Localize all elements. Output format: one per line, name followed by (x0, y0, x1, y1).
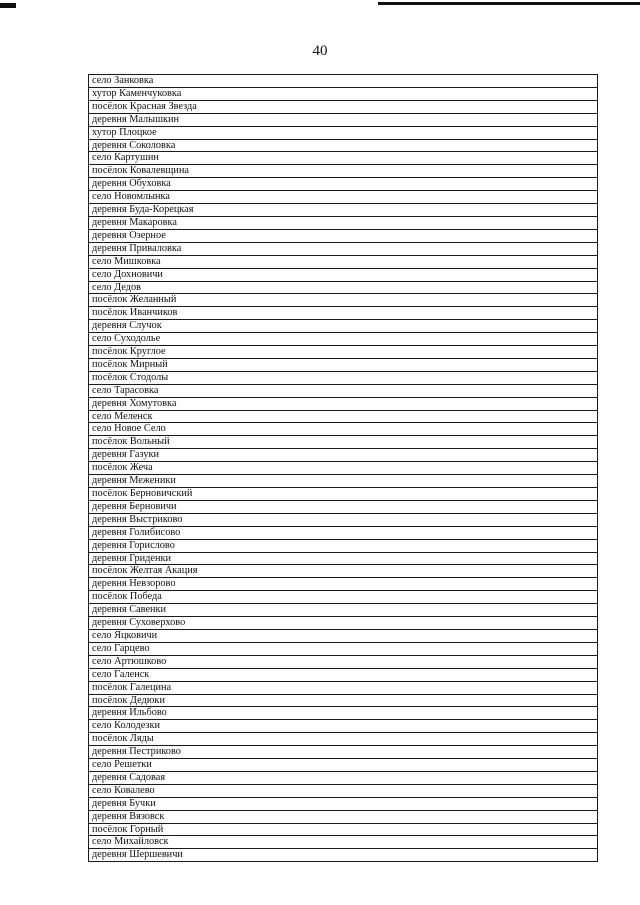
table-row (89, 139, 598, 152)
table-row (89, 333, 598, 346)
table-row (89, 178, 598, 191)
table-row (89, 126, 598, 139)
settlement-name-cell: деревня Приваловка (89, 242, 598, 255)
table-row (89, 849, 598, 862)
settlement-name-cell: село Суходолье (89, 333, 598, 346)
table-row (89, 526, 598, 539)
table-row (89, 694, 598, 707)
table-row (89, 642, 598, 655)
table-row (89, 733, 598, 746)
table-row (89, 75, 598, 88)
settlement-name-cell: деревня Бучки (89, 797, 598, 810)
table-row (89, 384, 598, 397)
table-row (89, 320, 598, 333)
table-row (89, 552, 598, 565)
table-row (89, 488, 598, 501)
settlement-name-cell: посёлок Победа (89, 591, 598, 604)
settlement-name-cell: деревня Вязовск (89, 810, 598, 823)
table-row (89, 410, 598, 423)
scan-edge-mark-left (0, 3, 16, 8)
table-row (89, 242, 598, 255)
settlement-name-cell: хутор Плоцкое (89, 126, 598, 139)
settlement-name-cell: деревня Макаровка (89, 216, 598, 229)
table-row (89, 152, 598, 165)
settlement-name-cell: посёлок Стодолы (89, 371, 598, 384)
settlement-name-cell: село Тарасовка (89, 384, 598, 397)
table-row (89, 216, 598, 229)
settlement-name-cell: деревня Суховерхово (89, 617, 598, 630)
table-row (89, 707, 598, 720)
settlement-name-cell: село Ковалево (89, 784, 598, 797)
table-row (89, 617, 598, 630)
settlement-name-cell: село Яцковичи (89, 629, 598, 642)
table-row (89, 358, 598, 371)
settlement-name-cell: деревня Ильбово (89, 707, 598, 720)
table-row (89, 604, 598, 617)
settlement-name-cell: деревня Горислово (89, 539, 598, 552)
settlement-name-cell: село Решетки (89, 759, 598, 772)
settlement-name-cell: деревня Соколовка (89, 139, 598, 152)
table-row (89, 759, 598, 772)
table-row (89, 165, 598, 178)
table-row (89, 655, 598, 668)
settlement-name-cell: хутор Каменчуковка (89, 87, 598, 100)
settlement-name-cell: село Галенск (89, 668, 598, 681)
settlement-name-cell: село Гарцево (89, 642, 598, 655)
settlement-name-cell: деревня Обуховка (89, 178, 598, 191)
table-row (89, 810, 598, 823)
table-row (89, 720, 598, 733)
settlement-name-cell: деревня Случок (89, 320, 598, 333)
settlement-name-cell: посёлок Жеча (89, 462, 598, 475)
table-row (89, 681, 598, 694)
table-row (89, 423, 598, 436)
settlement-name-cell: деревня Голибисово (89, 526, 598, 539)
settlement-name-cell: посёлок Желанный (89, 294, 598, 307)
settlement-name-cell: село Новое Село (89, 423, 598, 436)
table-row (89, 475, 598, 488)
settlements-table-body (89, 75, 598, 862)
table-row (89, 436, 598, 449)
settlement-name-cell: посёлок Красная Звезда (89, 100, 598, 113)
settlement-name-cell: деревня Савенки (89, 604, 598, 617)
settlement-name-cell: посёлок Ковалевщина (89, 165, 598, 178)
settlement-name-cell: село Меленск (89, 410, 598, 423)
settlement-name-cell: село Михайловск (89, 836, 598, 849)
settlements-table (88, 74, 598, 862)
settlement-name-cell: деревня Малышкин (89, 113, 598, 126)
settlement-name-cell: посёлок Берновичский (89, 488, 598, 501)
table-row (89, 836, 598, 849)
table-row (89, 823, 598, 836)
settlement-name-cell: посёлок Дедюки (89, 694, 598, 707)
settlement-name-cell: село Дедов (89, 281, 598, 294)
table-row (89, 629, 598, 642)
table-row (89, 797, 598, 810)
settlement-name-cell: село Новомлынка (89, 191, 598, 204)
settlement-name-cell: деревня Садовая (89, 771, 598, 784)
table-row (89, 746, 598, 759)
settlement-name-cell: деревня Гриденки (89, 552, 598, 565)
table-row (89, 346, 598, 359)
settlement-name-cell: посёлок Круглое (89, 346, 598, 359)
settlement-name-cell: посёлок Мирный (89, 358, 598, 371)
table-row (89, 229, 598, 242)
table-row (89, 191, 598, 204)
table-row (89, 449, 598, 462)
table-row (89, 255, 598, 268)
settlement-name-cell: село Артюшково (89, 655, 598, 668)
settlement-name-cell: деревня Невзорово (89, 578, 598, 591)
table-row (89, 668, 598, 681)
settlement-name-cell: посёлок Иванчиков (89, 307, 598, 320)
settlement-name-cell: село Колодезки (89, 720, 598, 733)
settlement-name-cell: посёлок Вольный (89, 436, 598, 449)
table-row (89, 397, 598, 410)
table-row (89, 500, 598, 513)
table-row (89, 565, 598, 578)
table-row (89, 771, 598, 784)
settlement-name-cell: посёлок Галецина (89, 681, 598, 694)
settlement-name-cell: село Дохновичи (89, 268, 598, 281)
table-row (89, 204, 598, 217)
settlement-name-cell: деревня Озерное (89, 229, 598, 242)
table-row (89, 307, 598, 320)
table-row (89, 87, 598, 100)
scan-edge-mark-right (378, 2, 640, 5)
table-row (89, 462, 598, 475)
settlement-name-cell: деревня Газуки (89, 449, 598, 462)
settlement-name-cell: деревня Меженики (89, 475, 598, 488)
settlement-name-cell: посёлок Горный (89, 823, 598, 836)
table-row (89, 539, 598, 552)
settlement-name-cell: деревня Буда-Корецкая (89, 204, 598, 217)
table-row (89, 513, 598, 526)
settlement-name-cell: посёлок Желтая Акация (89, 565, 598, 578)
settlement-name-cell: посёлок Ляды (89, 733, 598, 746)
settlement-name-cell: деревня Хомутовка (89, 397, 598, 410)
table-row (89, 268, 598, 281)
settlement-name-cell: село Мишковка (89, 255, 598, 268)
settlement-name-cell: деревня Шершевичи (89, 849, 598, 862)
settlement-name-cell: село Картушин (89, 152, 598, 165)
settlement-name-cell: село Занковка (89, 75, 598, 88)
page-number: 40 (312, 43, 328, 59)
table-row (89, 113, 598, 126)
table-row (89, 100, 598, 113)
table-row (89, 371, 598, 384)
table-row (89, 578, 598, 591)
settlement-name-cell: деревня Выстриково (89, 513, 598, 526)
table-row (89, 784, 598, 797)
settlement-name-cell: деревня Пестриково (89, 746, 598, 759)
table-row (89, 294, 598, 307)
table-row (89, 281, 598, 294)
table-row (89, 591, 598, 604)
settlement-name-cell: деревня Берновичи (89, 500, 598, 513)
